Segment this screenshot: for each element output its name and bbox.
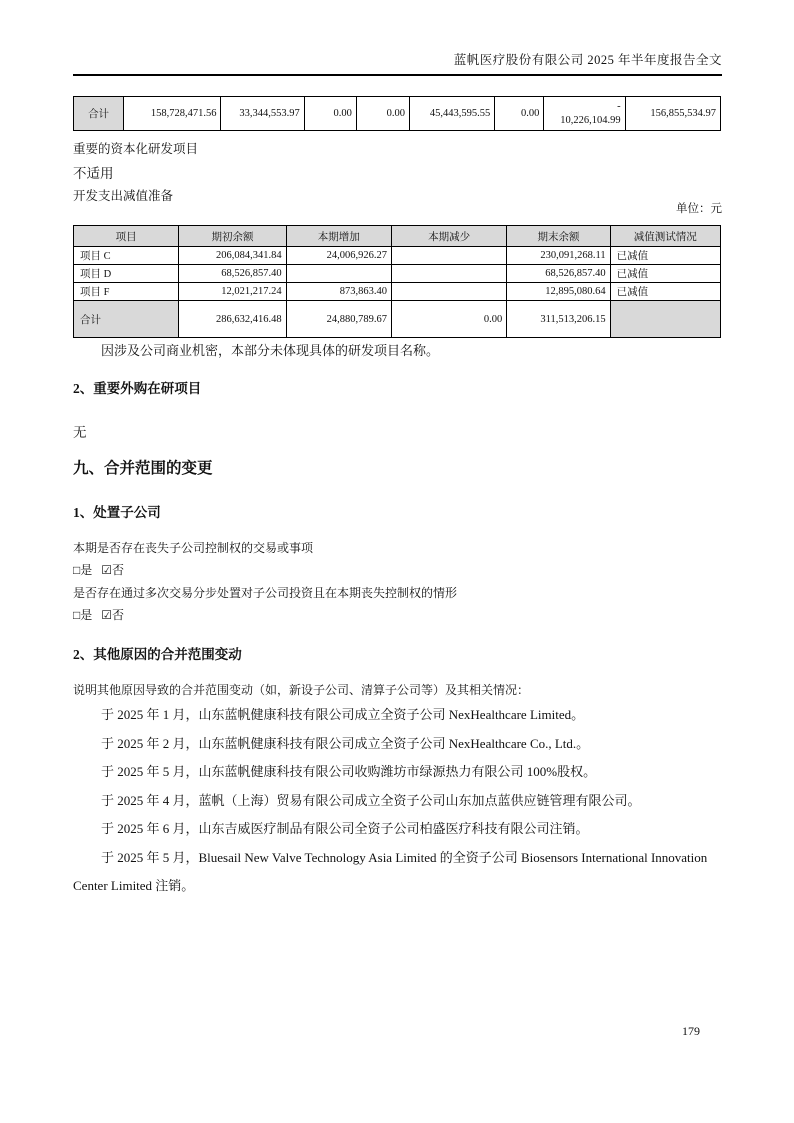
project-name-cell: 项目 F: [74, 283, 179, 301]
impairment-status-cell: 已减值: [610, 283, 720, 301]
table-cell: [391, 265, 506, 283]
table-cell: 158,728,471.56: [124, 97, 221, 131]
col-header: 期末余额: [507, 226, 610, 247]
page-header-title: 蓝帆医疗股份有限公司 2025 年半年度报告全文: [73, 50, 722, 76]
table-cell: 68,526,857.40: [507, 265, 610, 283]
total-label-cell: 合计: [74, 97, 124, 131]
impairment-status-cell: 已减值: [610, 247, 720, 265]
table-cell-negative-value: - 10,226,104.99: [544, 97, 625, 131]
table-cell: 24,880,789.67: [286, 301, 391, 338]
total-label-cell: 合计: [74, 301, 179, 338]
scope-change-item: 于 2025 年 6 月，山东吉威医疗制品有限公司全资子公司柏盛医疗科技有限公司注销。: [101, 821, 589, 836]
scope-change-item: 于 2025 年 5 月，Bluesail New Valve Technology Asia Limited 的全资子公司 Biosensors International Innovation Center Limited 注销。: [73, 849, 708, 893]
disposal-answer-2: [73, 606, 722, 623]
table-cell: 12,895,080.64: [507, 283, 610, 301]
table-header-row: [74, 226, 721, 247]
table-cell: 206,084,341.84: [179, 247, 286, 265]
scope-change-item: 于 2025 年 2 月，山东蓝帆健康科技有限公司成立全资子公司 NexHealthcare Co., Ltd.。: [101, 735, 590, 751]
table-cell: 45,443,595.55: [410, 97, 495, 131]
col-header: 减值测试情况: [610, 226, 720, 247]
table-total-row: [74, 301, 721, 338]
project-name-cell: 项目 D: [74, 265, 179, 283]
table-row: [74, 247, 721, 265]
checkbox-no-checked-icon: ☑否: [101, 608, 125, 622]
col-header: 项目: [74, 226, 179, 247]
disposal-question-2: 是否存在通过多次交易分步处置对子公司投资且在本期丧失控制权的情形: [73, 586, 458, 600]
none-text: 无: [73, 425, 87, 440]
table-row: [74, 283, 721, 301]
page-number: 179: [682, 1024, 700, 1038]
impairment-reserve-label: 开发支出减值准备: [73, 189, 174, 203]
col-header: 本期减少: [391, 226, 506, 247]
checkbox-no-checked-icon: ☑否: [101, 563, 125, 577]
scope-change-item: 于 2025 年 5 月，山东蓝帆健康科技有限公司收购潍坊市绿源热力有限公司 100%股权。: [101, 764, 597, 779]
table-cell: 156,855,534.97: [625, 97, 720, 131]
heading-disposal: 1、处置子公司: [73, 505, 161, 520]
table-cell: [391, 247, 506, 265]
table-cell: 0.00: [391, 301, 506, 338]
table-cell: [610, 301, 720, 338]
other-changes-description: 说明其他原因导致的合并范围变动（如，新设子公司、清算子公司等）及其相关情况：: [73, 683, 530, 697]
capitalized-rd-label: 重要的资本化研发项目: [73, 142, 199, 156]
scope-change-list: [73, 701, 722, 901]
scope-change-item: 于 2025 年 4 月，蓝帆（上海）贸易有限公司成立全资子公司山东加点蓝供应链管理有限公司。: [101, 792, 641, 808]
disposal-answer-1: [73, 561, 722, 578]
table-row: [74, 97, 721, 131]
table-cell: [391, 283, 506, 301]
heading-scope-change: 九、合并范围的变更: [73, 460, 213, 477]
table-cell: 311,513,206.15: [507, 301, 610, 338]
unit-label: 单位：元: [676, 203, 722, 215]
impairment-status-cell: 已减值: [610, 265, 720, 283]
table-row: [74, 265, 721, 283]
table-cell: 230,091,268.11: [507, 247, 610, 265]
col-header: 本期增加: [286, 226, 391, 247]
impairment-table: [73, 225, 721, 338]
table-cell: 0.00: [356, 97, 409, 131]
table-cell: 286,632,416.48: [179, 301, 286, 338]
scope-change-item: 于 2025 年 1 月，山东蓝帆健康科技有限公司成立全资子公司 NexHealthcare Limited。: [101, 707, 585, 722]
checkbox-yes-unchecked-icon: □是: [73, 563, 93, 577]
col-header: 期初余额: [179, 226, 286, 247]
project-name-cell: 项目 C: [74, 247, 179, 265]
capitalized-rd-total-table: [73, 96, 721, 131]
table-cell: 12,021,217.24: [179, 283, 286, 301]
not-applicable-text: 不适用: [73, 166, 114, 181]
table-cell: 33,344,553.97: [221, 97, 304, 131]
heading-other-changes: 2、其他原因的合并范围变动: [73, 647, 242, 662]
heading-external-rd: 2、重要外购在研项目: [73, 381, 202, 396]
table-cell: 0.00: [304, 97, 356, 131]
table-cell: [286, 265, 391, 283]
table-cell: 24,006,926.27: [286, 247, 391, 265]
confidential-note: 因涉及公司商业机密，本部分未体现具体的研发项目名称。: [101, 343, 440, 358]
table-cell: 873,863.40: [286, 283, 391, 301]
disposal-question-1: 本期是否存在丧失子公司控制权的交易或事项: [73, 541, 314, 555]
checkbox-yes-unchecked-icon: □是: [73, 608, 93, 622]
table-cell: 0.00: [495, 97, 544, 131]
table-cell: 68,526,857.40: [179, 265, 286, 283]
